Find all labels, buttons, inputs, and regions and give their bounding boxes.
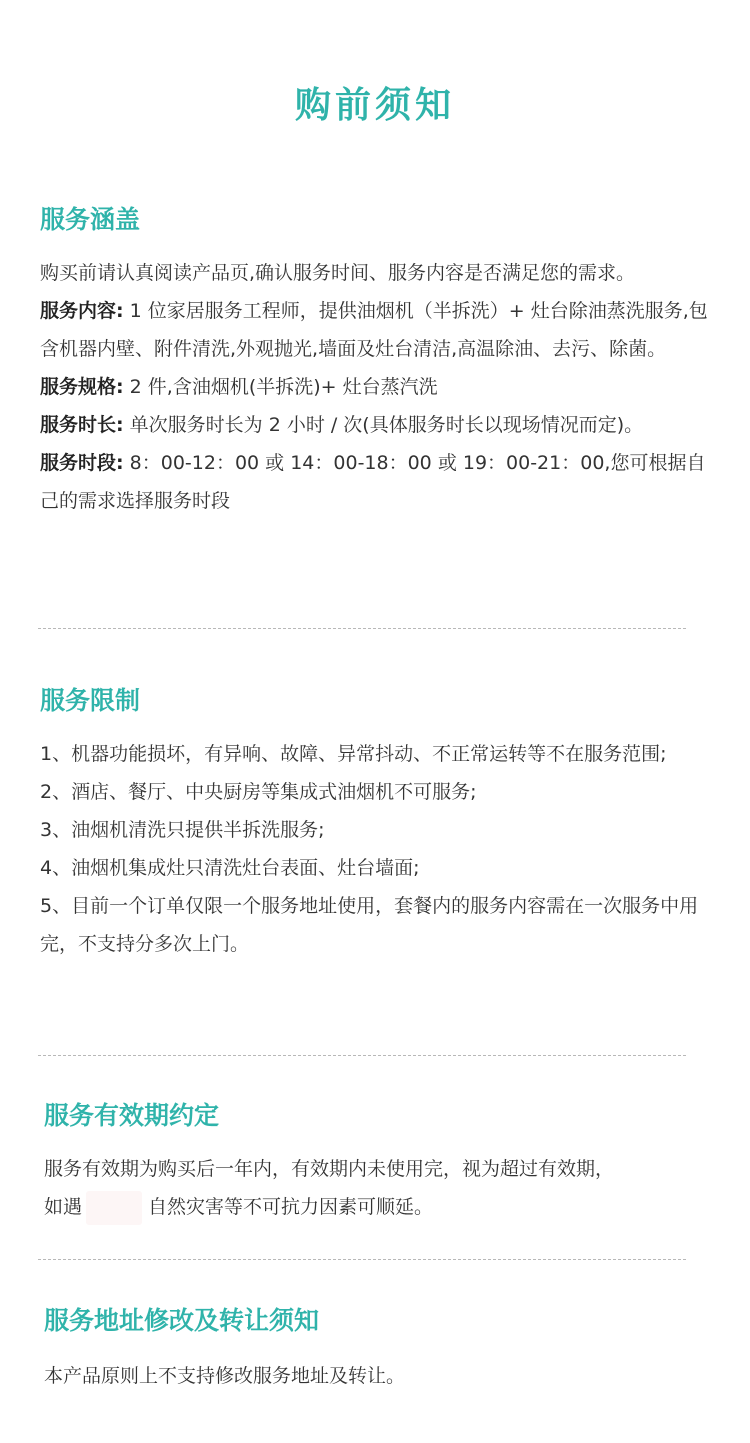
service-duration bbox=[40, 406, 720, 444]
limit-item: 4、油烟机集成灶只清洗灶台表面、灶台墙面; bbox=[40, 857, 420, 879]
service-content bbox=[40, 292, 720, 368]
service-period-text: 8：00-12：00 或 14：00-18：00 或 19：00-21：00,您可根据自己的需求选择服务时段 bbox=[40, 452, 706, 512]
limits-title: 服务限制 bbox=[40, 686, 141, 715]
service-duration-text: 单次服务时长为 2 小时 / 次(具体服务时长以现场情况而定)。 bbox=[129, 414, 644, 436]
divider bbox=[38, 628, 686, 629]
coverage-intro: 购买前请认真阅读产品页,确认服务时间、服务内容是否满足您的需求。 bbox=[40, 262, 636, 284]
coverage-title: 服务涵盖 bbox=[40, 205, 141, 234]
service-spec bbox=[40, 368, 720, 406]
service-spec-text: 2 件,含油烟机(半拆洗)+ 灶台蒸汽洗 bbox=[129, 376, 438, 398]
page-title: 购前须知 bbox=[294, 85, 455, 126]
validity-section bbox=[44, 1098, 724, 1226]
service-content-label: 服务内容: bbox=[40, 300, 124, 322]
validity-text-line1: 服务有效期为购买后一年内，有效期内未使用完，视为超过有效期， bbox=[44, 1158, 615, 1180]
limits-section bbox=[40, 683, 720, 963]
validity-text-suffix: 自然灾害等不可抗力因素可顺延。 bbox=[148, 1196, 434, 1218]
service-period bbox=[40, 444, 720, 520]
address-section bbox=[44, 1303, 724, 1395]
divider bbox=[38, 1055, 686, 1056]
limit-item: 2、酒店、餐厅、中央厨房等集成式油烟机不可服务; bbox=[40, 781, 477, 803]
address-title: 服务地址修改及转让须知 bbox=[44, 1306, 320, 1335]
limit-item: 5、目前一个订单仅限一个服务地址使用，套餐内的服务内容需在一次服务中用完，不支持分多次上门。 bbox=[40, 895, 699, 955]
divider bbox=[38, 1259, 686, 1260]
service-content-text: 1 位家居服务工程师，提供油烟机（半拆洗）+ 灶台除油蒸洗服务,包含机器内壁、附件清洗,外观抛光,墙面及灶台清洁,高温除油、去污、除菌。 bbox=[40, 300, 708, 360]
coverage-section bbox=[40, 202, 720, 520]
validity-text-prefix: 如遇 bbox=[44, 1196, 83, 1218]
validity-title: 服务有效期约定 bbox=[44, 1101, 220, 1130]
limit-item: 3、油烟机清洗只提供半拆洗服务; bbox=[40, 819, 325, 841]
address-text: 本产品原则上不支持修改服务地址及转让。 bbox=[44, 1365, 406, 1387]
redacted-blank bbox=[86, 1191, 142, 1225]
service-spec-label: 服务规格: bbox=[40, 376, 124, 398]
service-period-label: 服务时段: bbox=[40, 452, 124, 474]
validity-text-line2 bbox=[44, 1188, 724, 1226]
limit-item: 1、机器功能损坏，有异响、故障、异常抖动、不正常运转等不在服务范围; bbox=[40, 743, 667, 765]
service-duration-label: 服务时长: bbox=[40, 414, 124, 436]
